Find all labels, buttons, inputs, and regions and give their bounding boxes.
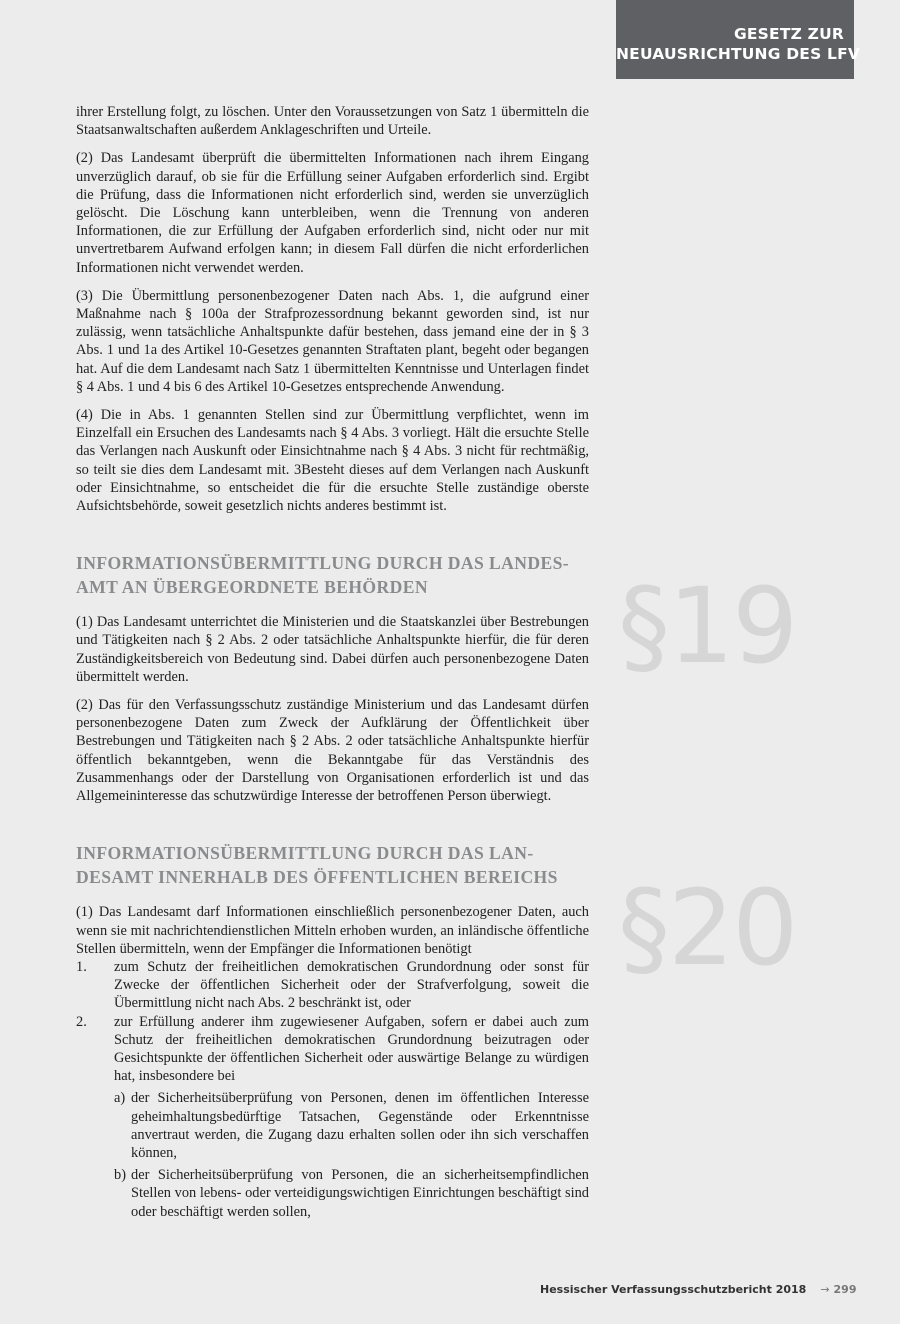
section-20-paragraph-1: (1) Das Landesamt darf Informationen einschließlich personenbezogener Daten, auch wenn sie mit nachrichtendienstlichen Mitteln erhoben wurden, an inländische öffentliche Stellen übermitteln, wenn der Empfänger die Informationen benötigt	[76, 904, 589, 957]
list-item	[76, 958, 589, 1013]
publication-title: Hessischer Verfassungsschutzbericht 2018	[540, 1283, 807, 1296]
section-20-title: INFORMATIONSÜBERMITTLUNG DURCH DAS LANDESAMT INNERHALB DES ÖFFENTLICHEN BEREICHS	[76, 843, 558, 888]
page-number: 299	[833, 1283, 857, 1296]
list-item	[76, 1013, 589, 1221]
sublist-item-label: a)	[114, 1090, 126, 1107]
intro-paragraph-2: (2) Das Landesamt überprüft die übermittelten Informationen nach ihrem Eingang unverzüglich darauf, ob sie für die Erfüllung seiner Aufgaben erforderlich sind. Ergibt die Prüfung, dass die Informationen nicht erforderlich sind, werden sie unverzüglich gelöscht. Die Löschung kann unterbleiben, wenn die Trennung von anderen Informationen, die zur Erfüllung der Aufgaben erforderlich sind, nicht oder nur mit unvertretbarem Aufwand erfolgen kann; in diesem Fall dürfen die nicht erforderlichen Informationen nicht verwendet werden.	[76, 150, 589, 276]
sublist-item	[114, 1166, 589, 1221]
main-text	[76, 103, 589, 1225]
list-item-number: 1.	[76, 958, 87, 975]
page-footer	[540, 1283, 857, 1296]
sublist-item	[114, 1089, 589, 1162]
sublist-item-text: der Sicherheitsüberprüfung von Personen, die an sicherheitsempfindlichen Stellen von lebens- oder verteidigungswichtigen Einrichtungen beschäftigt sind oder beschäftigt werden sollen,	[131, 1167, 589, 1220]
sublist-item-text: der Sicherheitsüberprüfung von Personen, denen im öffentlichen Interesse geheimhaltungsbedürftige Tatsachen, Gegenstände oder Erkenntnisse anvertraut werden, die Zugang dazu erhalten sollen oder ihn sich verschaffen können,	[131, 1090, 589, 1161]
list-item-text: zur Erfüllung anderer ihm zugewiesener Aufgaben, sofern er dabei auch zum Schutz der freiheitlichen demokratischen Grundordnung beizutragen oder Gesichtspunkte der öffentlichen Sicherheit oder auswärtige Belange zu würdigen hat, insbesondere bei	[114, 1013, 589, 1085]
section-19-title: INFORMATIONSÜBERMITTLUNG DURCH DAS LANDESAMT AN ÜBERGEORDNETE BEHÖRDEN	[76, 553, 569, 598]
chapter-header-line-2: NEUAUSRICHTUNG DES LFV	[616, 45, 861, 63]
chapter-header	[616, 0, 861, 79]
list-item-text: zum Schutz der freiheitlichen demokratischen Grundordnung oder sonst für Zwecke der öffentlichen Sicherheit oder der Strafverfolgung, soweit die Übermittlung nicht nach Abs. 2 beschränkt ist, oder	[114, 958, 589, 1012]
section-19-paragraph-2: (2) Das für den Verfassungsschutz zuständige Ministerium und das Landesamt dürfen personenbezogene Daten zum Zweck der Aufklärung der Öffentlichkeit über Bestrebungen und Tätigkeiten nach § 2 Abs. 2 oder tatsächliche Anhaltspunkte hierfür öffentlich bekanntgeben, wenn die Bekanntgabe für das Verständnis des Zusammenhangs oder der Darstellung von Organisationen erforderlich ist und das Allgemeininteresse das schutzwürdige Interesse der betroffenen Person überwiegt.	[76, 697, 589, 805]
intro-paragraph-continued: ihrer Erstellung folgt, zu löschen. Unter den Voraussetzungen von Satz 1 übermitteln die Staatsanwaltschaften außerdem Anklageschriften und Urteile.	[76, 104, 589, 139]
sublist-item-label: b)	[114, 1167, 126, 1184]
section-19-paragraph-1: (1) Das Landesamt unterrichtet die Ministerien und die Staatskanzlei über Bestrebungen und Tätigkeiten nach § 2 Abs. 2 oder tatsächliche Anhaltspunkte hierfür, die für deren Zuständigkeitsbereich von Bedeutung sind. Dabei dürfen auch personenbezogene Daten übermittelt werden.	[76, 614, 589, 685]
arrow-right-icon: →	[820, 1283, 830, 1296]
section-20-list	[76, 958, 589, 1221]
chapter-header-line-1: GESETZ ZUR	[733, 25, 844, 43]
intro-paragraph-3: (3) Die Übermittlung personenbezogener Daten nach Abs. 1, die aufgrund einer Maßnahme nach § 100a der Strafprozessordnung bekannt geworden sind, ist nur zulässig, wenn tatsächliche Anhaltspunkte dafür bestehen, dass jemand eine der in § 3 Abs. 1 und 1a des Artikel 10-Gesetzes genannten Straftaten plant, begeht oder begangen hat. Auf die dem Landesamt nach Satz 1 übermittelten Kenntnisse und Unterlagen findet § 4 Abs. 1 und 4 bis 6 des Artikel 10-Gesetzes entsprechende Anwendung.	[76, 287, 589, 395]
section-20-sublist	[114, 1089, 589, 1220]
section-20-marker: §20	[618, 867, 797, 989]
list-item-number: 2.	[76, 1013, 87, 1030]
section-19-marker: §19	[618, 565, 797, 687]
intro-paragraph-4: (4) Die in Abs. 1 genannten Stellen sind zur Übermittlung verpflichtet, wenn im Einzelfall ein Ersuchen des Landesamts nach § 4 Abs. 3 vorliegt. Hält die ersuchte Stelle das Verlangen nach Auskunft oder Einsichtnahme nach § 4 Abs. 3 nicht für rechtmäßig, so teilt sie dies dem Landesamt mit. 3Besteht dieses auf dem Verlangen nach Auskunft oder Einsichtnahme, so entscheidet die für die ersuchte Stelle zuständige oberste Aufsichtsbehörde, soweit gesetzlich nichts anderes bestimmt ist.	[76, 407, 589, 515]
